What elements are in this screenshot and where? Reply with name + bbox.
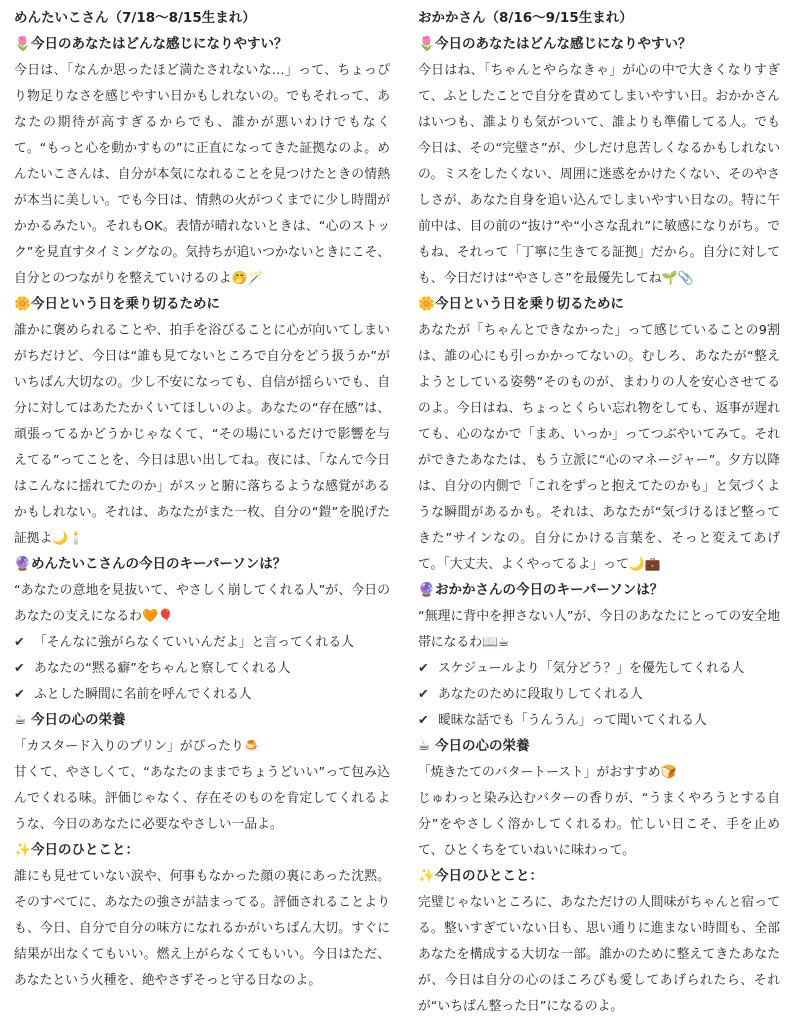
right-heading-survive: 🌼今日という日を乗り切るために xyxy=(418,296,624,312)
blossom-icon: 🌼 xyxy=(418,296,435,312)
list-item: ✔ ふとした瞬間に名前を呼んでくれる人 xyxy=(14,682,390,708)
right-heading-word: ✨今日のひとこと： xyxy=(418,868,543,884)
check-icon: ✔ xyxy=(14,661,25,676)
left-keyperson-text: “あなたの意地を見抜いて、やさしく崩してくれる人”が、今日のあなたの支えになるわ🧡🎈 xyxy=(14,583,390,624)
left-heading-nutrition: ☕ 今日の心の栄養 xyxy=(14,712,126,728)
tulip-icon: 🌷 xyxy=(418,36,435,52)
right-word-text: 完璧じゃないところに、あなただけの人間味がちゃんと宿ってる。整いすぎていない日も、思い通りに進まない時間も、全部あなたを構成する大切な一部。誰かのために整えてきたあなたが、今日は自分の心のほころびも愛してあげられたら、それが“いちばん整った日”になるのよ。 xyxy=(418,895,780,1014)
check-icon: ✔ xyxy=(418,661,429,676)
coffee-icon: ☕ xyxy=(14,712,27,728)
right-nutrition-text: じゅわっと染み込むバターの香りが、“うまくやろうとする自分”をやさしく溶かしてくれるわ。忙しい日こそ、手を止めて、ひとくちをていねいに味わって。 xyxy=(418,791,780,858)
sparkles-icon: ✨ xyxy=(418,868,435,884)
left-heading-survive: 🌼今日という日を乗り切るために xyxy=(14,296,220,312)
right-heading-tendency: 🌷今日のあなたはどんな感じになりやすい？ xyxy=(418,36,692,52)
right-nutrition-lead: 「焼きたてのバタートースト」がおすすめ🍞 xyxy=(418,765,677,780)
right-heading-nutrition: ☕ 今日の心の栄養 xyxy=(418,738,530,754)
right-survive-text: あなたが「ちゃんとできなかった」って感じていることの9割は、誰の心にも引っかかってないの。むしろ、あなたが“整えようとしている姿勢”そのものが、まわりの人を安心させてるのよ。今日はね、ちょっとくらい忘れ物をしても、返事が遅れても、心のなかで「まあ、いっか」ってつぶやいてみて。それができたあなたは、もう立派に“心のマネージャー”。夕方以降は、自分の内側で「これをずっと抱えてたのかも」と気づくような瞬間があるかも。それは、あなたが“気づけるほど整ってきた”サインなの。自分にかける言葉を、そっと変えてあげて。「大丈夫、よくやってるよ」って🌙💼 xyxy=(418,323,780,572)
left-survive-text: 誰かに褒められることや、拍手を浴びることに心が向いてしまいがちだけど、今日は“誰も見てないところで自分をどう扱うか”がいちばん大切なの。少し不安になっても、自信が揺らいでも、自分に対してはあたたかくいてほしいのよ。あなたの“存在感”は、頑張ってるかどうかじゃなくて、“その場にいるだけで影響を与えてる”ってことを、今日は思い出してね。夜には、「なんで今日はこんなに揺れてたのか」がスッと腑に落ちるような感覚があるかもしれない。それは、あなたがまた一枚、自分の“鎧”を脱げた証拠よ🌙🕯️ xyxy=(14,323,390,546)
tulip-icon: 🌷 xyxy=(14,36,31,52)
check-icon: ✔ xyxy=(14,687,25,702)
left-nutrition-text: 甘くて、やさしくて、“あなたのままでちょうどいい”って包み込んでくれる味。評価じゃなく、存在そのものを肯定してくれるような、今日のあなたに必要なやさしい一品よ。 xyxy=(14,765,390,832)
left-keyperson-list xyxy=(14,630,390,708)
right-heading-keyperson: 🔮おかかさんの今日のキーパーソンは？ xyxy=(418,582,664,598)
check-icon: ✔ xyxy=(418,713,429,728)
list-item: ✔ あなたのために段取りしてくれる人 xyxy=(418,682,780,708)
sparkles-icon: ✨ xyxy=(14,842,31,858)
right-keyperson-text: “無理に背中を押さない人”が、今日のあなたにとっての安全地帯になるわ📖☕ xyxy=(418,609,780,650)
left-column xyxy=(14,8,390,994)
left-heading-tendency: 🌷今日のあなたはどんな感じになりやすい？ xyxy=(14,36,288,52)
check-icon: ✔ xyxy=(14,635,25,650)
right-column xyxy=(418,8,780,1020)
list-item: ✔ 「そんなに強がらなくていいんだよ」と言ってくれる人 xyxy=(14,630,390,656)
left-heading-keyperson: 🔮めんたいこさんの今日のキーパーソンは？ xyxy=(14,556,287,572)
left-column-title: めんたいこさん（7/18〜8/15生まれ） xyxy=(14,10,256,26)
list-item: ✔ あなたの“黙る癖”をちゃんと察してくれる人 xyxy=(14,656,390,682)
left-heading-word: ✨今日のひとこと： xyxy=(14,842,139,858)
list-item: ✔ スケジュールより「気分どう？」を優先してくれる人 xyxy=(418,656,780,682)
blossom-icon: 🌼 xyxy=(14,296,31,312)
right-column-title: おかかさん（8/16〜9/15生まれ） xyxy=(418,10,633,26)
crystal-ball-icon: 🔮 xyxy=(418,582,435,598)
right-tendency-text: 今日はね、「ちゃんとやらなきゃ」が心の中で大きくなりすぎて、ふとしたことで自分を責めてしまいやすい日。おかかさんはいつも、誰よりも気がついて、誰よりも準備してる人。でも今日は、その“完璧さ”が、少しだけ息苦しくなるかもしれないの。ミスをしたくない、周囲に迷惑をかけたくない、そのやさしさが、あなた自身を追い込んでしまいやすい日なの。特に午前中は、目の前の“抜け”や“小さな乱れ”に敏感になりがち。でもね、それって「丁寧に生きてる証拠」だから。自分に対しても、今日だけは“やさしさ”を最優先してね🌱📎 xyxy=(418,63,780,286)
crystal-ball-icon: 🔮 xyxy=(14,556,31,572)
left-word-text: 誰にも見せていない涙や、何事もなかった顔の裏にあった沈黙。そのすべてに、あなたの強さが詰まってる。評価されることよりも、今日、自分で自分の味方になれるかがいちばん大切。すぐに結果が出なくてもいい。燃え上がらなくてもいい。今日はただ、あなたという火種を、絶やさずそっと守る日なのよ。 xyxy=(14,869,390,988)
right-keyperson-list xyxy=(418,656,780,734)
coffee-icon: ☕ xyxy=(418,738,431,754)
left-tendency-text: 今日は、「なんか思ったほど満たされないな…」って、ちょっぴり物足りなさを感じやすい日かもしれないの。でもそれって、あなたの期待が高すぎるからでも、誰かが悪いわけでもなくて。“もっと心を動かすもの”に正直になってきた証拠なのよ。めんたいこさんは、自分が本気になれることを見つけたときの情熱が本当に美しい。でも今日は、情熱の火がつくまでに少し時間がかかるみたい。それもOK。表情が晴れないときは、“心のストック”を見直すタイミングなの。気持ちが追いつかないときにこそ、自分とのつながりを整えていけるのよ🤭🪄 xyxy=(14,63,390,286)
check-icon: ✔ xyxy=(418,687,429,702)
list-item: ✔ 曖昧な話でも「うんうん」って聞いてくれる人 xyxy=(418,708,780,734)
left-nutrition-lead: 「カスタード入りのプリン」がぴったり🍮 xyxy=(14,739,260,754)
